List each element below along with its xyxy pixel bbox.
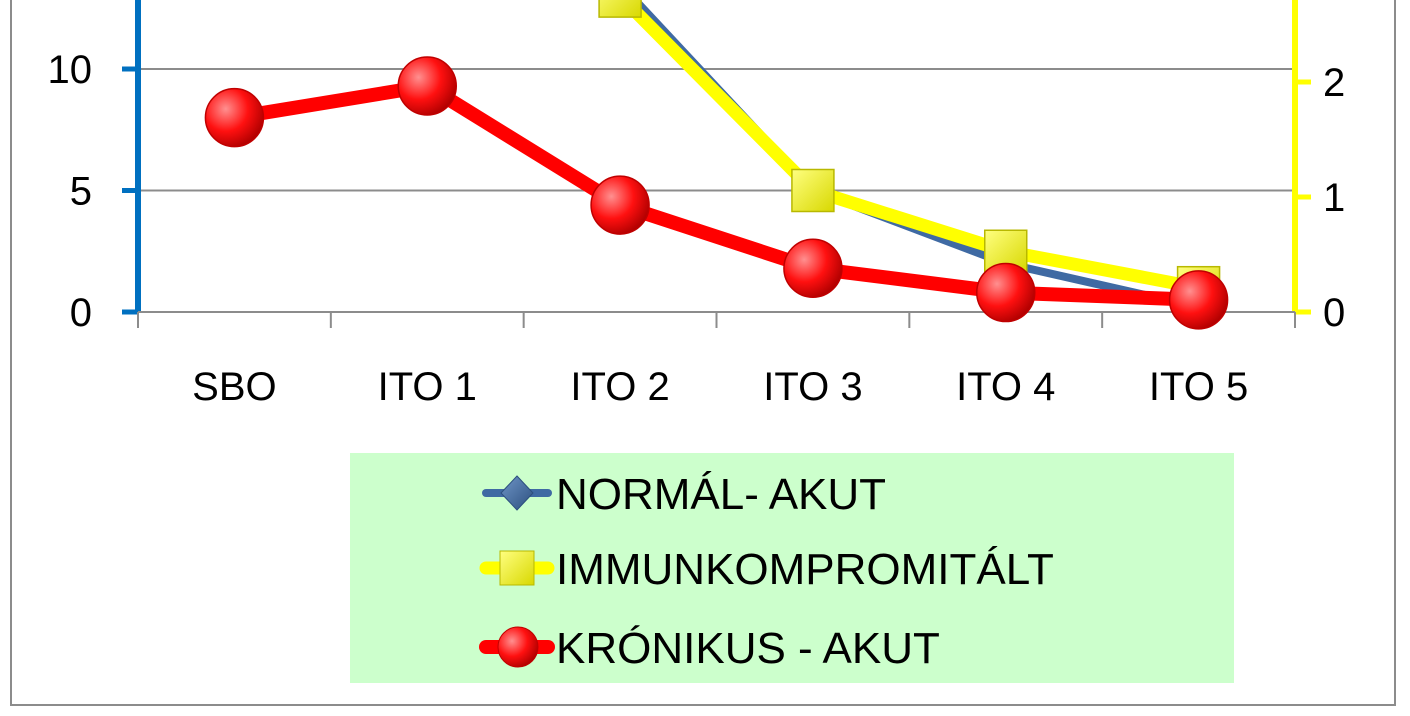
data-point xyxy=(591,176,649,234)
data-point xyxy=(1170,271,1228,329)
x-tick-label: SBO xyxy=(192,365,277,409)
series-line xyxy=(620,0,1199,288)
data-point xyxy=(784,239,842,297)
legend-label: NORMÁL- AKUT xyxy=(556,470,887,519)
y-right-tick-label: 1 xyxy=(1323,176,1346,220)
data-point xyxy=(792,170,834,212)
x-tick-label: ITO 3 xyxy=(763,365,863,409)
legend-marker xyxy=(498,627,538,667)
legend-label: IMMUNKOMPROMITÁLT xyxy=(556,545,1054,594)
legend-label: KRÓNIKUS - AKUT xyxy=(556,624,940,673)
x-tick-label: ITO 1 xyxy=(377,365,477,409)
y-right-tick-label: 2 xyxy=(1323,61,1346,105)
series-line xyxy=(234,86,1198,300)
data-point xyxy=(205,89,263,147)
y-right-tick-label: 0 xyxy=(1323,291,1346,335)
data-point xyxy=(398,57,456,115)
legend-marker xyxy=(500,551,534,585)
x-tick-label: ITO 2 xyxy=(570,365,670,409)
y-left-tick-label: 5 xyxy=(69,169,92,214)
data-point xyxy=(599,0,641,17)
y-left-tick-label: 0 xyxy=(69,291,92,335)
y-left-tick-label: 10 xyxy=(47,48,92,92)
legend xyxy=(350,453,1234,683)
series-line xyxy=(620,0,1199,307)
series xyxy=(205,0,1227,329)
x-tick-label: ITO 4 xyxy=(956,365,1056,409)
legend-item xyxy=(486,545,1054,594)
x-tick-label: ITO 5 xyxy=(1148,365,1249,409)
series-square xyxy=(599,0,1220,309)
data-point xyxy=(977,264,1035,322)
